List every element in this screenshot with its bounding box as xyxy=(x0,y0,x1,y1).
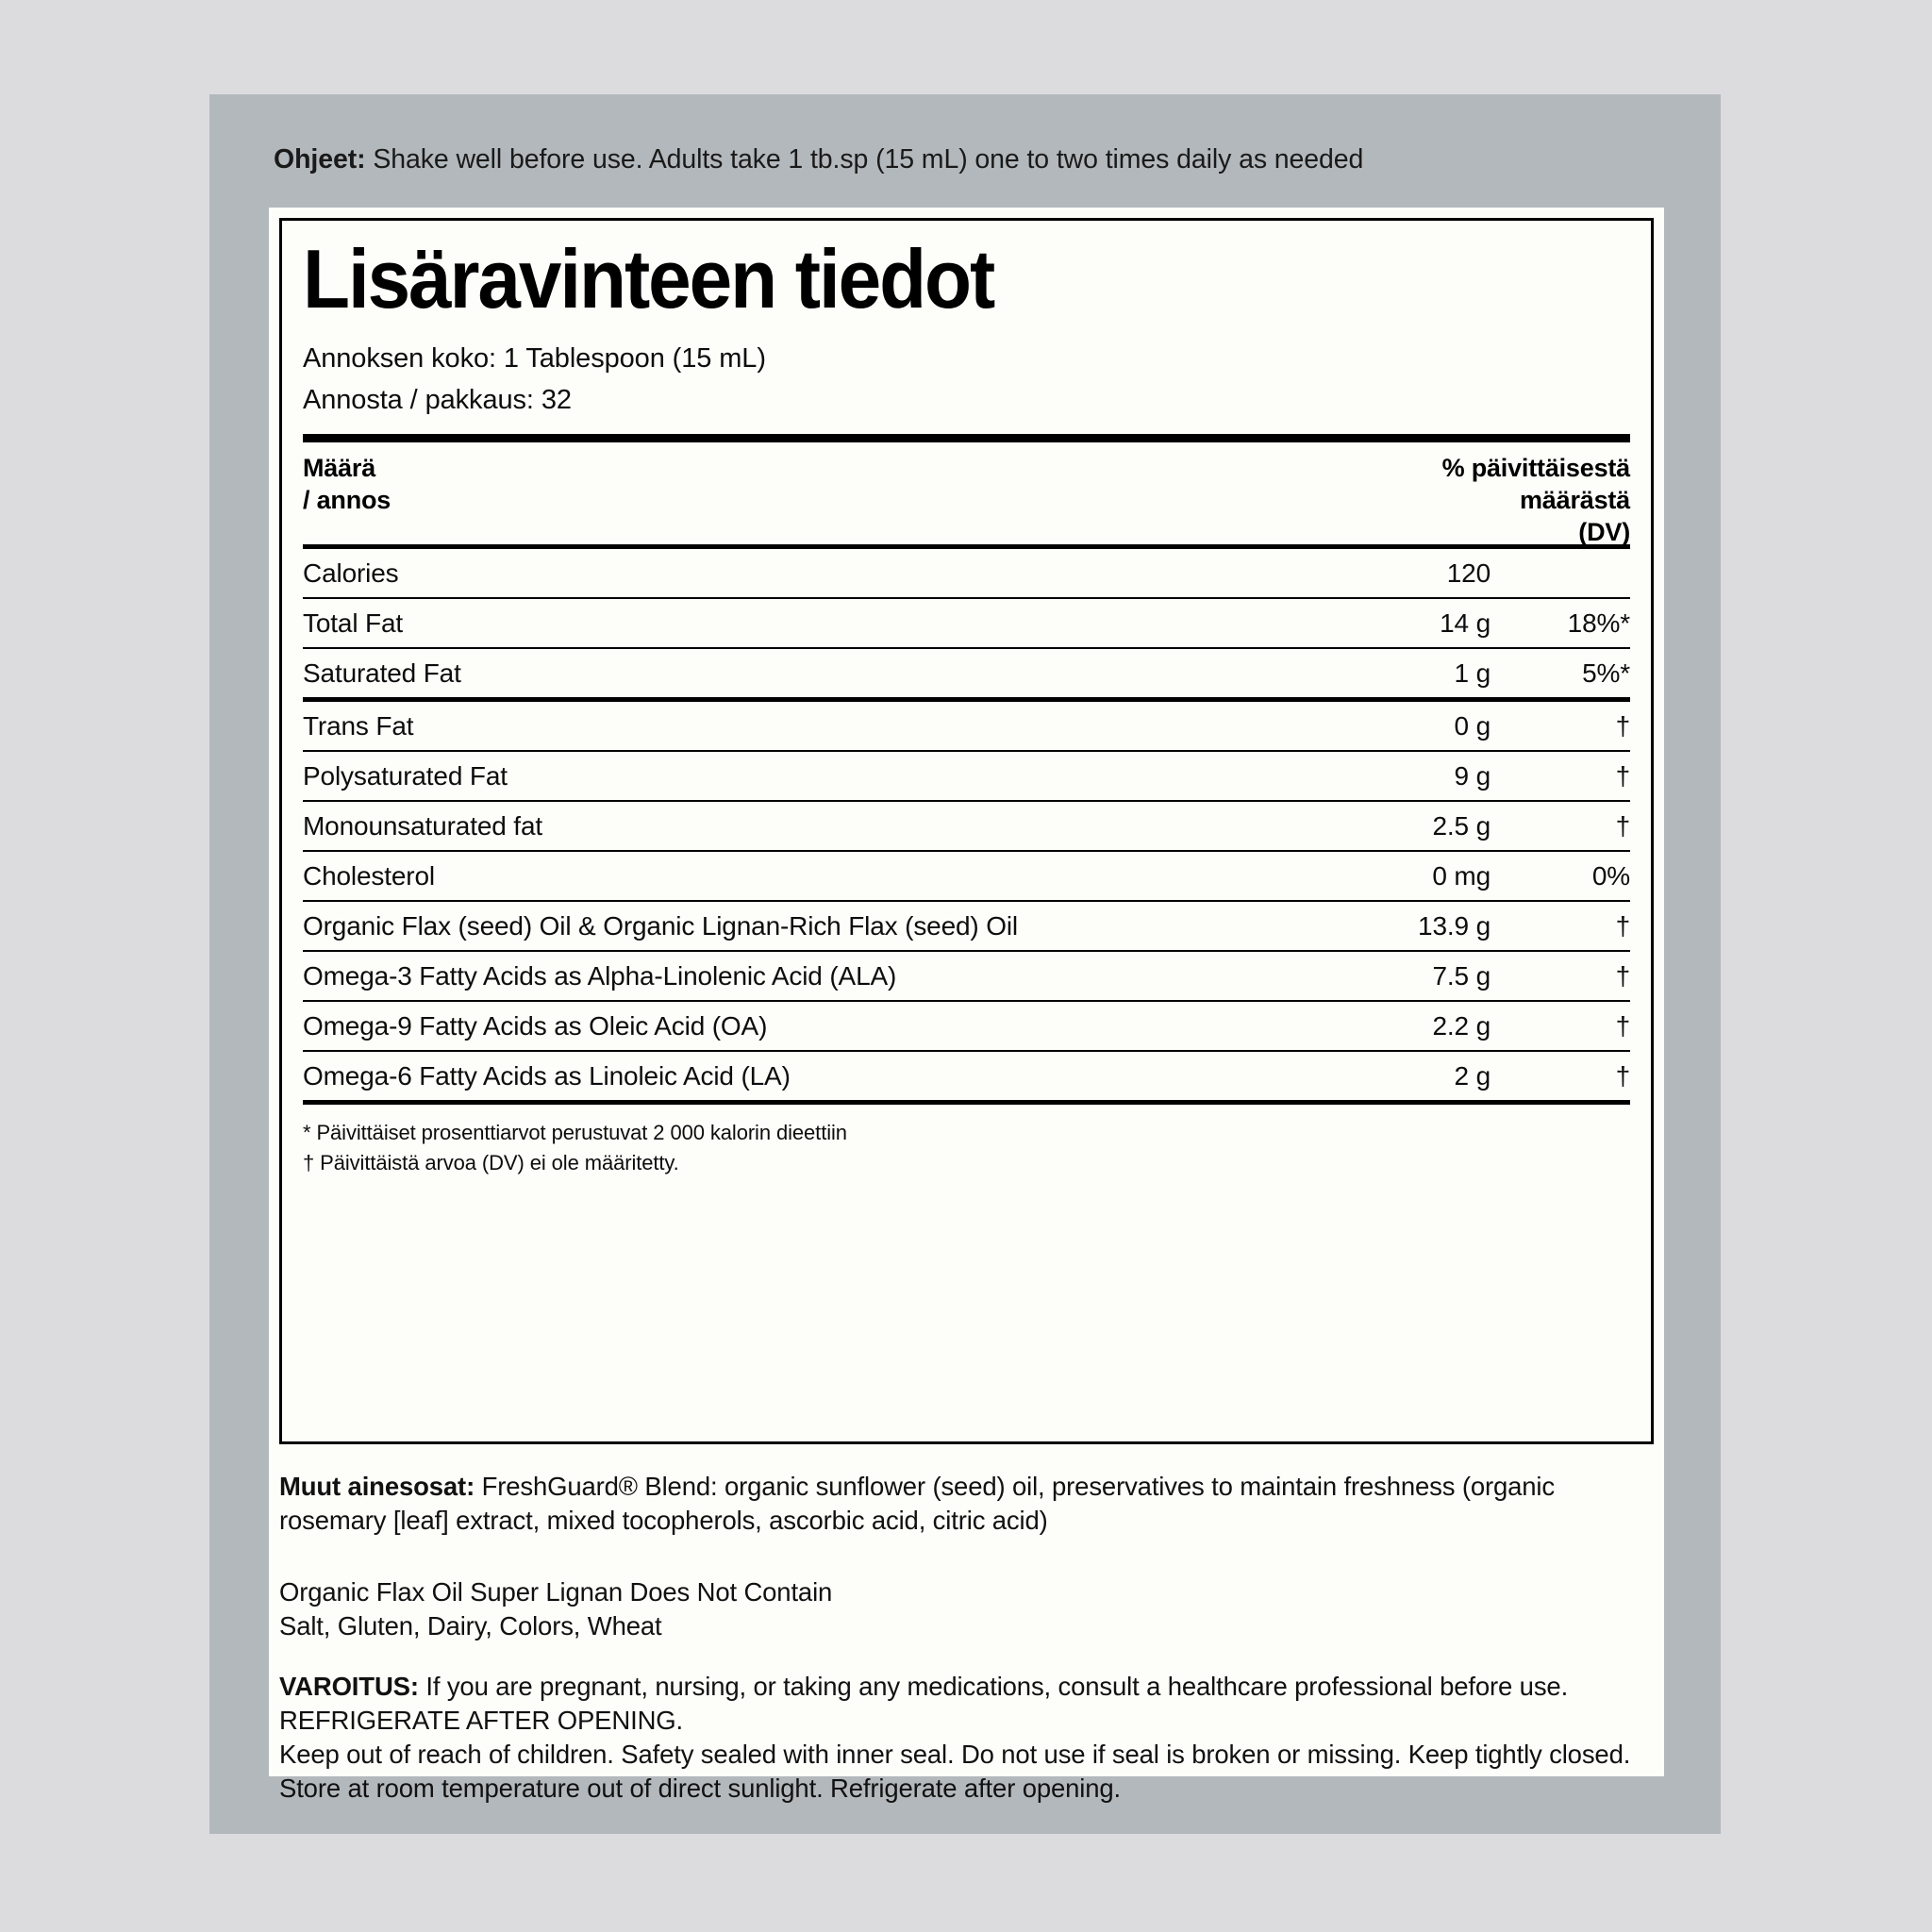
nutrient-name: Cholesterol xyxy=(303,861,435,891)
directions-label: Ohjeet: xyxy=(274,144,366,175)
free-from-line1: Organic Flax Oil Super Lignan Does Not Contain xyxy=(279,1577,833,1607)
below-facts-content xyxy=(269,1470,1664,1806)
nutrient-name: Omega-6 Fatty Acids as Linoleic Acid (LA) xyxy=(303,1061,791,1091)
other-ingredients-label: Muut ainesosat: xyxy=(279,1472,475,1501)
free-from-line2: Salt, Gluten, Dairy, Colors, Wheat xyxy=(279,1611,662,1641)
table-row xyxy=(303,1002,1630,1050)
nutrient-daily-value: † xyxy=(1615,961,1630,991)
nutrient-daily-value: † xyxy=(1615,761,1630,791)
nutrient-daily-value: † xyxy=(1615,1061,1630,1091)
free-from-paragraph xyxy=(279,1575,1647,1643)
nutrient-amount: 2.5 g xyxy=(1432,811,1491,841)
nutrient-name: Omega-9 Fatty Acids as Oleic Acid (OA) xyxy=(303,1011,768,1041)
warning-first-line xyxy=(279,1670,1647,1704)
nutrient-amount: 1 g xyxy=(1454,658,1491,688)
nutrient-name: Organic Flax (seed) Oil & Organic Lignan-Rich Flax (seed) Oil xyxy=(303,911,1019,941)
directions-text: Shake well before use. Adults take 1 tb.sp (15 mL) one to two times daily as needed xyxy=(373,144,1364,175)
nutrient-amount: 2 g xyxy=(1454,1061,1491,1091)
nutrient-amount: 14 g xyxy=(1440,608,1491,638)
nutrient-daily-value: † xyxy=(1615,811,1630,841)
nutrient-daily-value: † xyxy=(1615,911,1630,941)
table-row xyxy=(303,852,1630,900)
table-row xyxy=(303,599,1630,647)
nutrient-daily-value: 18%* xyxy=(1567,608,1630,638)
nutrient-amount: 2.2 g xyxy=(1432,1011,1491,1041)
spacer xyxy=(279,1538,1664,1575)
warning-line4: Store at room temperature out of direct sunlight. Refrigerate after opening. xyxy=(279,1774,1122,1803)
nutrient-name: Calories xyxy=(303,558,399,588)
nutrient-amount: 0 mg xyxy=(1432,861,1491,891)
column-header-dv-line1: % päivittäisestä xyxy=(1441,454,1630,482)
table-row xyxy=(303,752,1630,800)
supplement-facts-box xyxy=(279,218,1654,1444)
column-header-daily-value xyxy=(1442,452,1630,548)
spacer xyxy=(279,1643,1664,1670)
rule-under-serving xyxy=(303,434,1630,442)
serving-info-block xyxy=(303,338,1630,421)
table-row xyxy=(303,802,1630,850)
column-header-amount-line1: Määrä xyxy=(303,454,376,482)
nutrient-name: Saturated Fat xyxy=(303,658,461,688)
footnote-star: * Päivittäiset prosenttiarvot perustuvat 2 000 kalorin dieettiin xyxy=(303,1121,847,1144)
nutrient-amount: 0 g xyxy=(1454,711,1491,741)
footnote-dagger: † Päivittäistä arvoa (DV) ei ole määritetty. xyxy=(303,1151,679,1174)
directions-line xyxy=(274,143,1689,175)
column-header-amount-line2: / annos xyxy=(303,486,391,514)
servings-per-container-line: Annosta / pakkaus: 32 xyxy=(303,385,572,415)
warning-line3: Keep out of reach of children. Safety sealed with inner seal. Do not use if seal is broken or missing. Keep tightly closed. xyxy=(279,1740,1631,1769)
nutrient-name: Monounsaturated fat xyxy=(303,811,542,841)
other-ingredients-text: FreshGuard® Blend: organic sunflower (seed) oil, preservatives to maintain freshness (organic rosemary [leaf] extract, mixed tocopherols, ascorbic acid, citric acid) xyxy=(279,1472,1555,1535)
nutrient-amount: 13.9 g xyxy=(1418,911,1491,941)
column-header-dv-line3: (DV) xyxy=(1578,518,1630,546)
column-header-amount xyxy=(303,452,391,516)
nutrient-daily-value: 0% xyxy=(1591,861,1630,891)
label-white-card xyxy=(269,208,1664,1803)
warning-line1: If you are pregnant, nursing, or taking any medications, consult a healthcare professional before use. xyxy=(425,1672,1569,1701)
label-gray-panel xyxy=(209,94,1721,1834)
table-row xyxy=(303,952,1630,1000)
nutrient-name: Omega-3 Fatty Acids as Alpha-Linolenic Acid (ALA) xyxy=(303,961,897,991)
warning-paragraph xyxy=(279,1670,1647,1806)
facts-footnotes xyxy=(303,1118,1630,1178)
serving-size-line: Annoksen koko: 1 Tablespoon (15 mL) xyxy=(303,343,766,374)
nutrient-amount: 7.5 g xyxy=(1432,961,1491,991)
supplement-facts-title: Lisäravinteen tiedot xyxy=(303,232,994,325)
warning-label: VAROITUS: xyxy=(279,1672,419,1701)
table-row xyxy=(303,1052,1630,1100)
table-row xyxy=(303,649,1630,697)
table-row xyxy=(303,549,1630,597)
nutrient-daily-value: 5%* xyxy=(1582,658,1630,688)
nutrient-name: Trans Fat xyxy=(303,711,414,741)
nutrient-daily-value xyxy=(1509,573,1630,582)
rule-under-table xyxy=(303,1100,1630,1105)
nutrient-name: Polysaturated Fat xyxy=(303,761,508,791)
column-header-dv-line2: määrästä xyxy=(1520,486,1630,514)
table-row xyxy=(303,702,1630,750)
nutrient-amount: 120 xyxy=(1446,558,1491,588)
warning-line2: REFRIGERATE AFTER OPENING. xyxy=(279,1706,684,1735)
table-row xyxy=(303,902,1630,950)
nutrient-daily-value: † xyxy=(1615,1011,1630,1041)
table-column-header xyxy=(303,442,1630,544)
nutrient-amount: 9 g xyxy=(1454,761,1491,791)
nutrient-name: Total Fat xyxy=(303,608,404,638)
other-ingredients-paragraph xyxy=(279,1470,1647,1538)
nutrient-daily-value: † xyxy=(1615,711,1630,741)
